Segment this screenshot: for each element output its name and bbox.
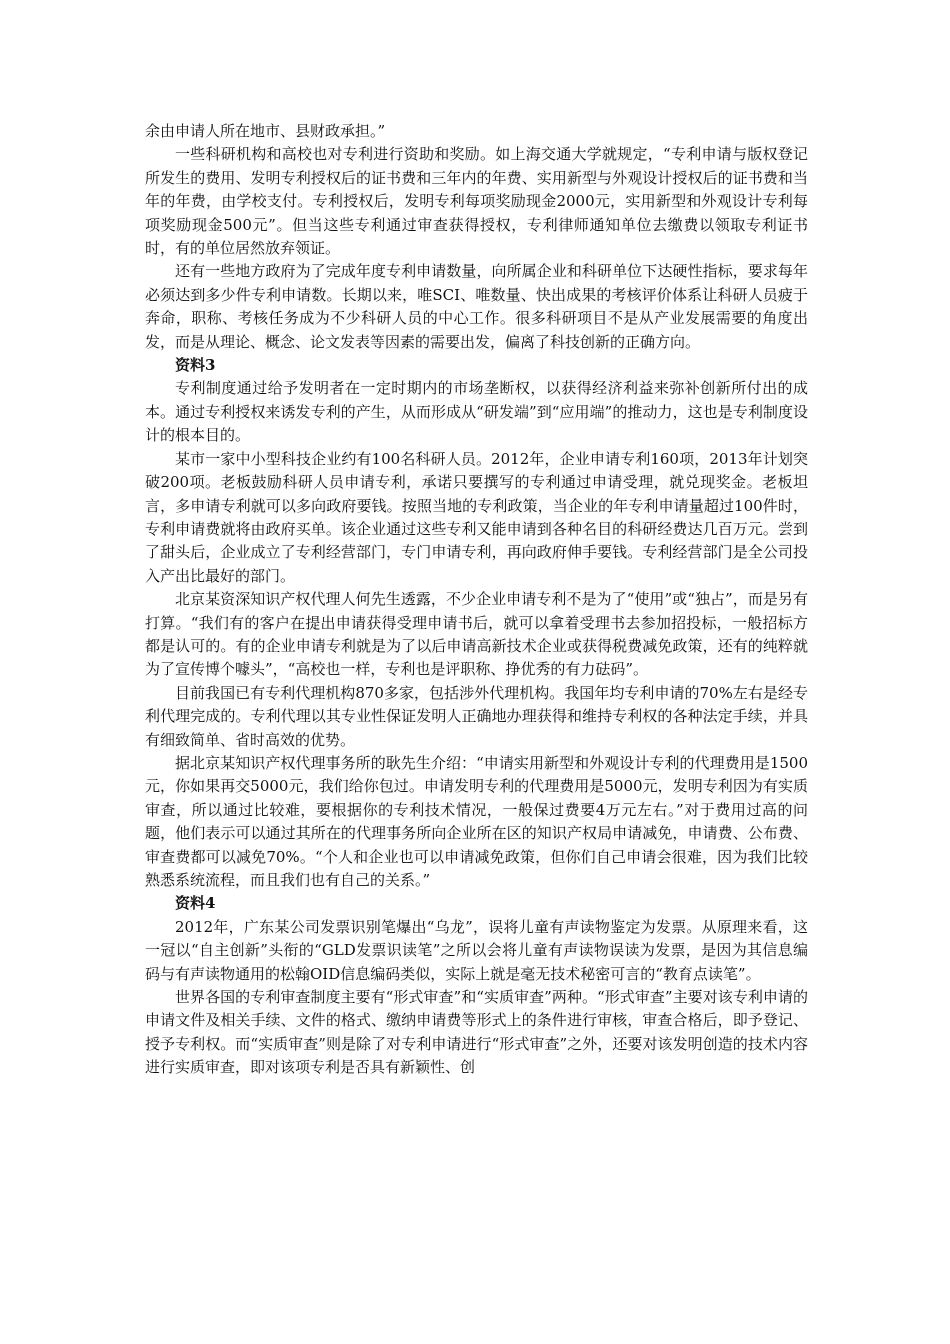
paragraph: 余由申请人所在地市、县财政承担。”: [145, 122, 386, 140]
section-heading: 资料4: [175, 894, 216, 913]
paragraph: 专利制度通过给予发明者在一定时期内的市场垄断权，以获得经济利益来弥补创新所付出的成本。通过专利授权来诱发专利的产生，从而形成从“研发端”到“应用端”的推动力，这也是专利制度设计的根本目的。: [145, 379, 808, 445]
paragraph: 目前我国已有专利代理机构870多家，包括涉外代理机构。我国年均专利申请的70%左右是经专利代理完成的。专利代理以其专业性保证发明人正确地办理获得和维持专利权的各种法定手续，并具有细致简单、省时高效的优势。: [145, 683, 808, 749]
document-page: [145, 120, 808, 1080]
paragraph: 据北京某知识产权代理事务所的耿先生介绍：“申请实用新型和外观设计专利的代理费用是1500元，你如果再交5000元，我们给你包过。申请发明专利的代理费用是5000元，发明专利因为有实质审查，所以通过比较难，要根据你的专利技术情况，一般保过费要4万元左右。”对于费用过高的问题，他们表示可以通过其所在的代理事务所向企业所在区的知识产权局申请减免，申请费、公布费、审查费都可以减免70%。“个人和企业也可以申请减免政策，但你们自己申请会很难，因为我们比较熟悉系统流程，而且我们也有自己的关系。”: [145, 753, 808, 889]
paragraph: 2012年，广东某公司发票识别笔爆出“乌龙”，误将儿童有声读物鉴定为发票。从原理来看，这一冠以“自主创新”头衔的“GLD发票识读笔”之所以会将儿童有声读物误读为发票，是因为其信息编码与有声读物通用的松翰OID信息编码类似，实际上就是毫无技术秘密可言的“教育点读笔”。: [145, 917, 808, 983]
paragraph: 还有一些地方政府为了完成年度专利申请数量，向所属企业和科研单位下达硬性指标，要求每年必须达到多少件专利申请数。长期以来，唯SCI、唯数量、快出成果的考核评价体系让科研人员疲于奔命，职称、考核任务成为不少科研人员的中心工作。很多科研项目不是从产业发展需要的角度出发，而是从理论、概念、论文发表等因素的需要出发，偏离了科技创新的正确方向。: [145, 262, 808, 351]
paragraph: 一些科研机构和高校也对专利进行资助和奖励。如上海交通大学就规定，“专利申请与版权登记所发生的费用、发明专利授权后的证书费和三年内的年费、实用新型与外观设计授权后的证书费和当年的年费，由学校支付。专利授权后，发明专利每项奖励现金2000元，实用新型和外观设计专利每项奖励现金500元”。但当这些专利通过审查获得授权，专利律师通知单位去缴费以领取专利证书时，有的单位居然放弃领证。: [145, 145, 808, 258]
paragraph: 某市一家中小型科技企业约有100名科研人员。2012年，企业申请专利160项，2013年计划突破200项。老板鼓励科研人员申请专利，承诺只要撰写的专利通过申请受理，就兑现奖金。老板坦言，多申请专利就可以多向政府要钱。按照当地的专利政策，当企业的年专利申请量超过100件时，专利申请费就将由政府买单。该企业通过这些专利又能申请到各种名目的科研经费达几百万元。尝到了甜头后，企业成立了专利经营部门，专门申请专利，再向政府伸手要钱。专利经营部门是全公司投入产出比最好的部门。: [145, 449, 808, 585]
section-heading: 资料3: [175, 356, 216, 375]
paragraph: 北京某资深知识产权代理人何先生透露，不少企业申请专利不是为了“使用”或“独占”，而是另有打算。“我们有的客户在提出申请获得受理申请书后，就可以拿着受理书去参加招投标，一般招标方都是认可的。有的企业申请专利就是为了以后申请高新技术企业或获得税费减免政策，还有的纯粹就为了宣传博个噱头”，“高校也一样，专利也是评职称、挣优秀的有力砝码”。: [145, 590, 808, 679]
paragraph: 世界各国的专利审查制度主要有“形式审查”和“实质审查”两种。“形式审查”主要对该专利申请的申请文件及相关手续、文件的格式、缴纳申请费等形式上的条件进行审核，审查合格后，即予登记、授予专利权。而“实质审查”则是除了对专利申请进行“形式审查”之外，还要对该发明创造的技术内容进行实质审查，即对该项专利是否具有新颖性、创: [145, 988, 808, 1077]
